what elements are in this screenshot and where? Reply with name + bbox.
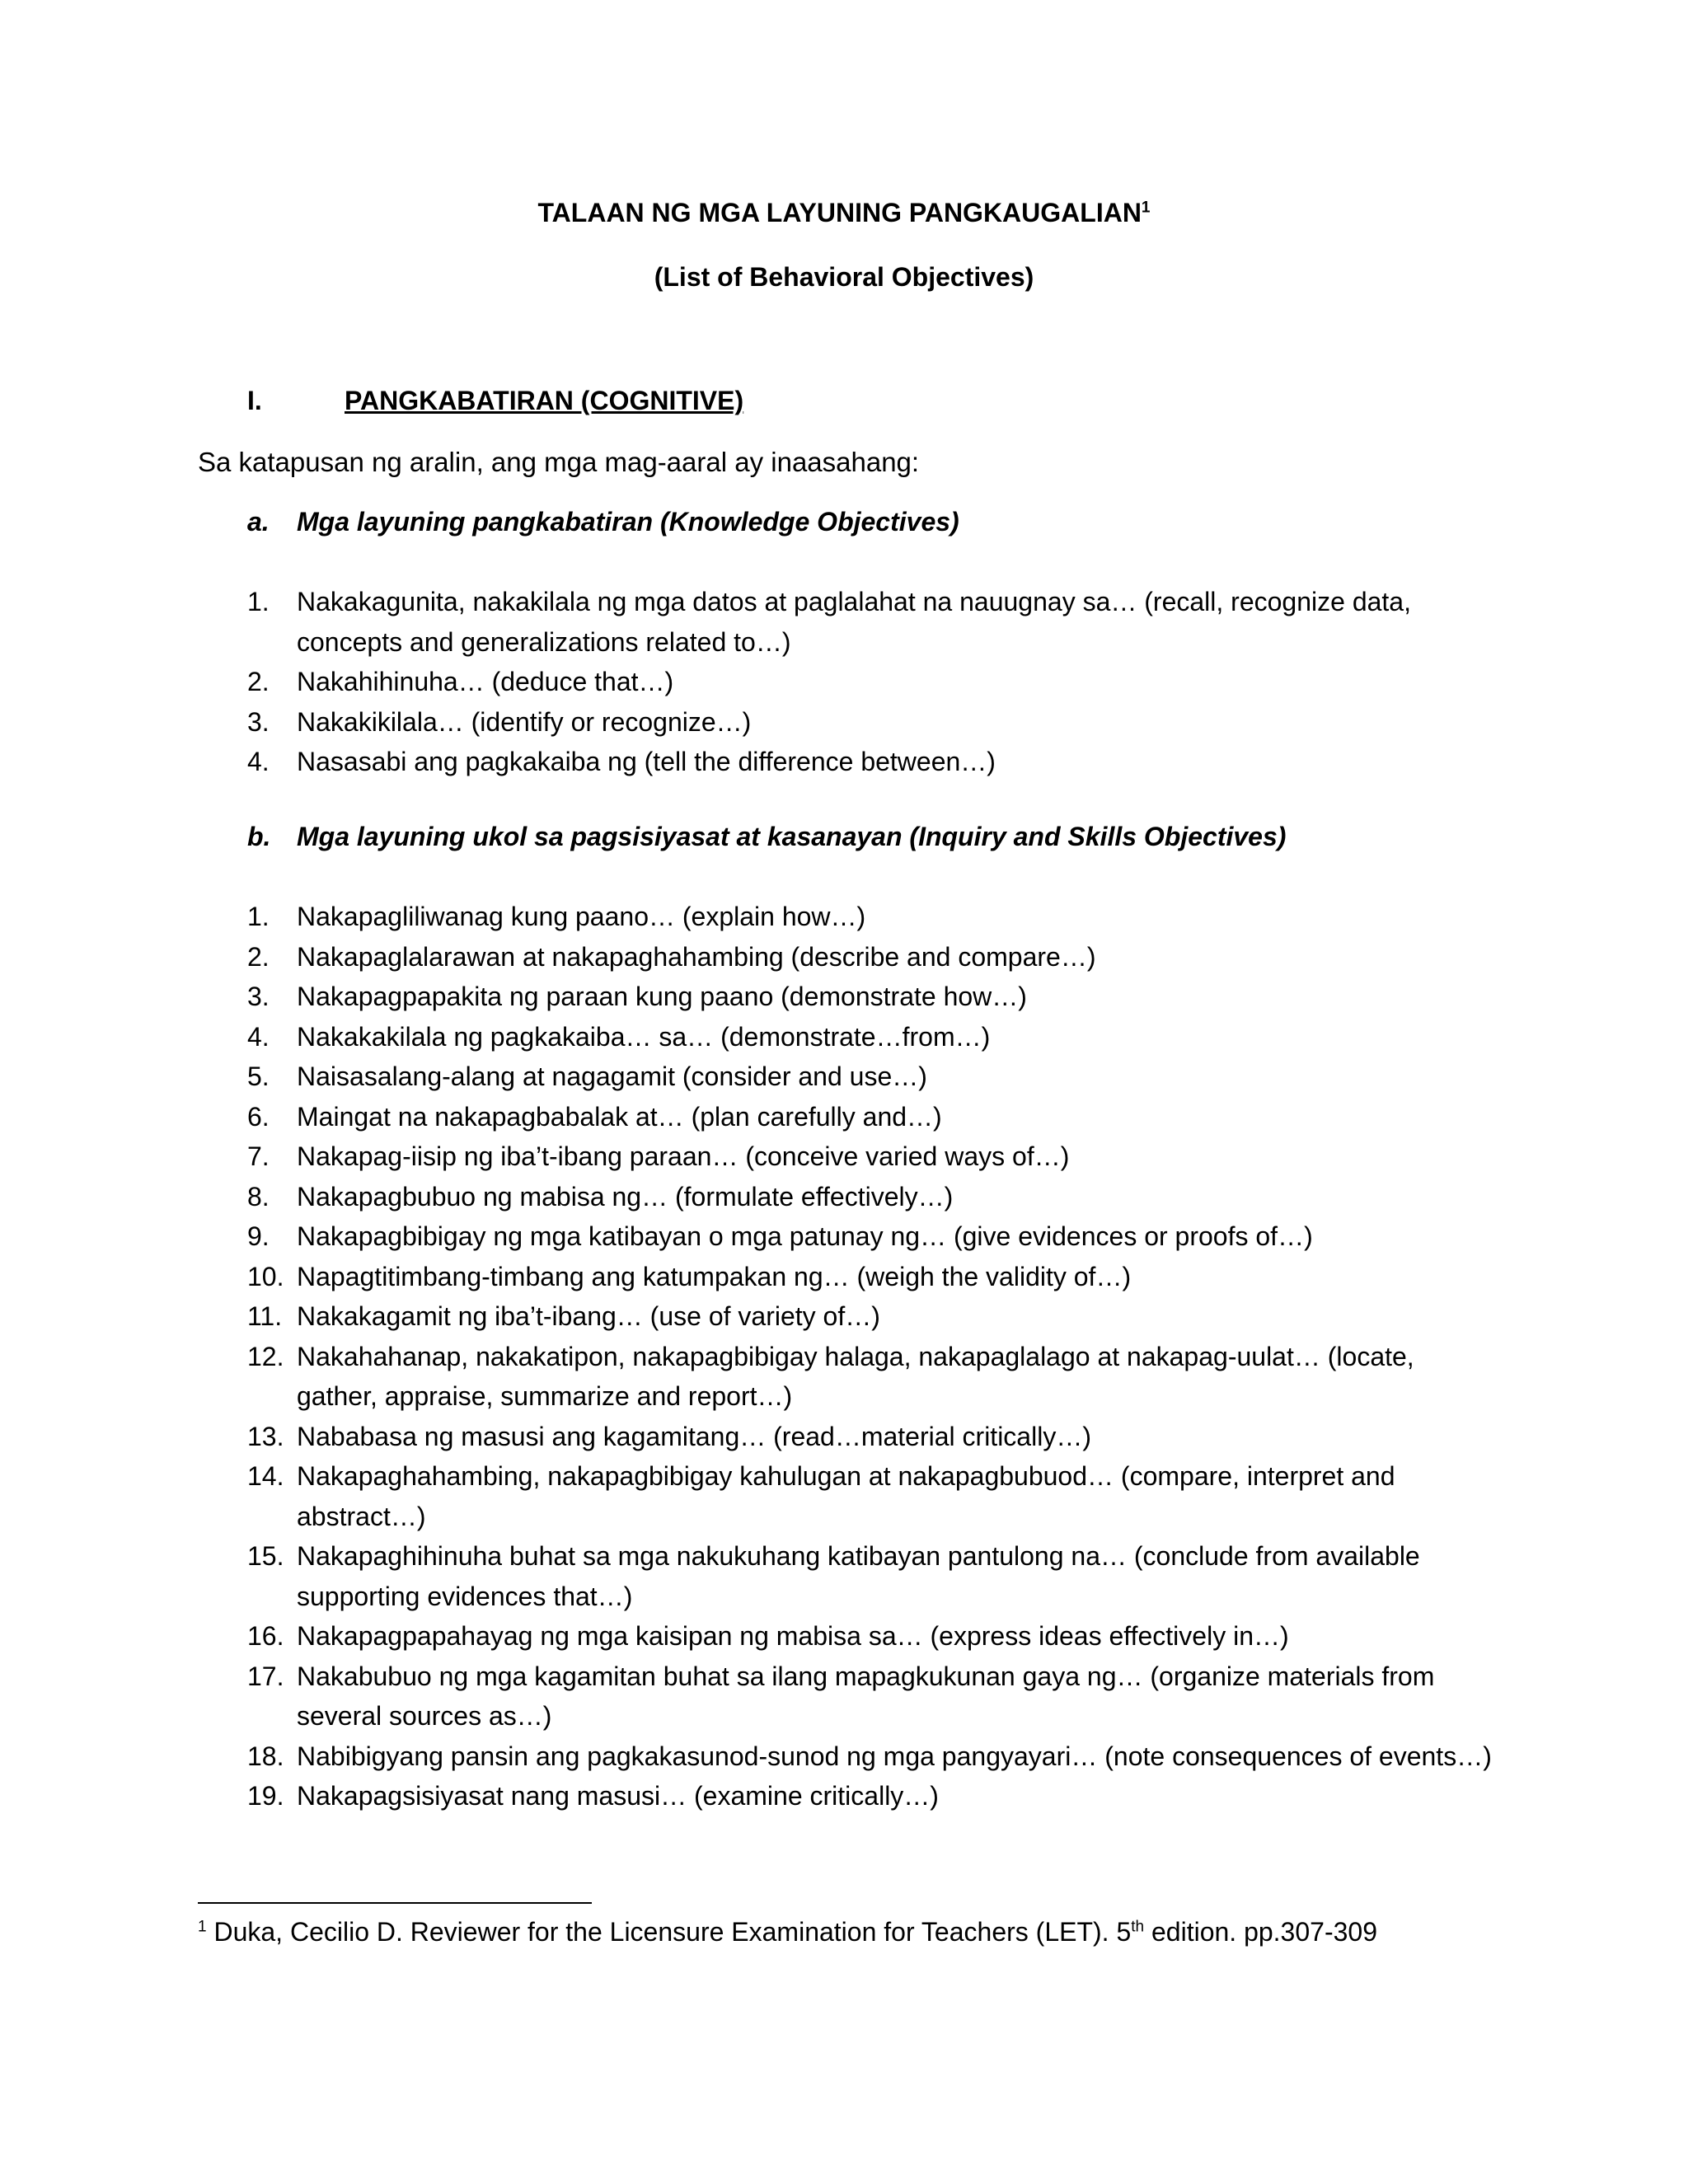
list-item-number: 7. [247, 1141, 270, 1171]
list-item-number: 2. [247, 941, 270, 972]
intro-text: Sa katapusan ng aralin, ang mga mag-aaral ay inaasahang: [198, 447, 920, 477]
footnote-text-before: Duka, Cecilio D. Reviewer for the Licensure Examination for Teachers (LET). 5 [206, 1917, 1132, 1947]
list-item [247, 1017, 1500, 1057]
list-item [247, 662, 1500, 702]
list-item-text: Nakapagsisiyasat nang masusi… (examine critically…) [297, 1781, 939, 1811]
list-item-text: Nakakagamit ng iba’t-ibang… (use of variety of…) [297, 1301, 880, 1331]
list-item-number: 10. [247, 1261, 284, 1291]
list-item [247, 1776, 1500, 1816]
document-subtitle: (List of Behavioral Objectives) [654, 262, 1034, 292]
list-item [247, 582, 1500, 662]
list-item-text: Nakapag-iisip ng iba’t-ibang paraan… (conceive varied ways of…) [297, 1141, 1070, 1171]
list-item [247, 1657, 1500, 1736]
list-item [247, 1097, 1500, 1137]
list-item [247, 742, 1500, 782]
list-item [247, 977, 1500, 1017]
footnote-divider [198, 1902, 592, 1904]
list-item-text: Nakapagbubuo ng mabisa ng… (formulate effectively…) [297, 1181, 954, 1212]
list-item-text: Nakapagbibigay ng mga katibayan o mga patunay ng… (give evidences or proofs of…) [297, 1221, 1313, 1251]
list-item-number: 4. [247, 747, 270, 776]
list-item-text: Nakahahanap, nakakatipon, nakapagbibigay halaga, nakapaglalago at nakapag-uulat… (locate, gather, appraise, summarize and report…) [297, 1341, 1414, 1411]
section-heading [247, 386, 743, 416]
footnote-mark: 1 [198, 1918, 207, 1936]
list-item-number: 14. [247, 1461, 284, 1491]
list-item-number: 3. [247, 706, 270, 737]
subsection-b-title: Mga layuning ukol sa pagsisiyasat at kasanayan (Inquiry and Skills Objectives) [297, 822, 1287, 851]
list-item-number: 19. [247, 1781, 284, 1811]
subsection-a-letter: a. [247, 507, 270, 537]
list-item-text: Maingat na nakapagbabalak at… (plan carefully and…) [297, 1101, 942, 1132]
list-item-text: Nakapaghihinuha buhat sa mga nakukuhang katibayan pantulong na… (conclude from available supporting evidences that…) [297, 1541, 1420, 1611]
list-item [247, 937, 1500, 977]
subsection-b-heading [247, 822, 1286, 852]
list-item-number: 1. [247, 902, 270, 931]
inquiry-skills-objectives-list [247, 897, 1500, 1816]
list-item [247, 1456, 1500, 1536]
list-item-number: 12. [247, 1341, 284, 1371]
list-item-text: Nakabubuo ng mga kagamitan buhat sa ilang mapagkukunan gaya ng… (organize materials from several sources as…) [297, 1661, 1435, 1731]
title-footnote-mark[interactable]: 1 [1141, 199, 1151, 217]
list-item-number: 16. [247, 1621, 284, 1651]
list-item-number: 8. [247, 1181, 270, 1212]
list-item-number: 2. [247, 667, 270, 696]
list-item-number: 13. [247, 1421, 284, 1451]
section-number: I. [247, 386, 262, 415]
list-item-text: Nabibigyang pansin ang pagkakasunod-sunod ng mga pangyayari… (note consequences of events…) [297, 1741, 1492, 1771]
list-item-text: Nakapagpapakita ng paraan kung paano (demonstrate how…) [297, 982, 1027, 1011]
list-item-text: Napagtitimbang-timbang ang katumpakan ng… (weigh the validity of…) [297, 1261, 1132, 1291]
list-item [247, 1177, 1500, 1217]
list-item-text: Nakapaglalarawan at nakapaghahambing (describe and compare…) [297, 941, 1096, 972]
title-text: TALAAN NG MGA LAYUNING PANGKAUGALIAN [537, 198, 1142, 227]
list-item-text: Nakapagpapahayag ng mga kaisipan ng mabisa sa… (express ideas effectively in…) [297, 1621, 1289, 1651]
list-item [247, 1257, 1500, 1297]
list-item-text: Nababasa ng masusi ang kagamitang… (read…material critically…) [297, 1421, 1091, 1451]
list-item [247, 1296, 1500, 1337]
list-item-text: Nakakagunita, nakakilala ng mga datos at paglalahat na nauugnay sa… (recall, recognize data, concepts and generalizations related to…) [297, 587, 1411, 657]
list-item-number: 17. [247, 1661, 284, 1691]
list-item-text: Nakapaghahambing, nakapagbibigay kahulugan at nakapagbubuod… (compare, interpret and abstract…) [297, 1461, 1395, 1531]
list-item-number: 11. [247, 1301, 283, 1331]
list-item [247, 1057, 1500, 1097]
list-item-text: Nakakikilala… (identify or recognize…) [297, 706, 752, 737]
list-item-number: 3. [247, 982, 270, 1011]
list-item [247, 1216, 1500, 1257]
footnote-superscript: th [1131, 1918, 1145, 1936]
list-item-number: 1. [247, 587, 270, 616]
subsection-a-title: Mga layuning pangkabatiran (Knowledge Objectives) [297, 507, 959, 537]
list-item-number: 5. [247, 1062, 270, 1091]
list-item [247, 1616, 1500, 1657]
list-item-number: 18. [247, 1741, 284, 1771]
footnote-text-after: edition. pp.307-309 [1144, 1917, 1377, 1947]
list-item [247, 1736, 1500, 1777]
list-item [247, 702, 1500, 743]
list-item-text: Nakakakilala ng pagkakaiba… sa… (demonstrate…from…) [297, 1021, 991, 1052]
list-item [247, 1536, 1500, 1616]
list-item-text: Nasasabi ang pagkakaiba ng (tell the difference between…) [297, 747, 996, 776]
list-item [247, 1137, 1500, 1177]
list-item [247, 1337, 1500, 1417]
list-item [247, 897, 1500, 937]
knowledge-objectives-list [247, 582, 1500, 782]
list-item-number: 6. [247, 1101, 270, 1132]
subsection-b-letter: b. [247, 822, 271, 851]
document-title [0, 198, 1688, 228]
section-title: PANGKABATIRAN (COGNITIVE) [345, 386, 744, 415]
list-item-number: 9. [247, 1221, 270, 1251]
list-item-number: 15. [247, 1541, 284, 1571]
list-item [247, 1417, 1500, 1457]
subsection-a-heading [247, 507, 959, 537]
list-item-text: Naisasalang-alang at nagagamit (consider and use…) [297, 1062, 927, 1091]
footnote [198, 1917, 1377, 1947]
list-item-text: Nakapagliliwanag kung paano… (explain how…) [297, 902, 866, 931]
list-item-text: Nakahihinuha… (deduce that…) [297, 667, 674, 696]
list-item-number: 4. [247, 1021, 270, 1052]
